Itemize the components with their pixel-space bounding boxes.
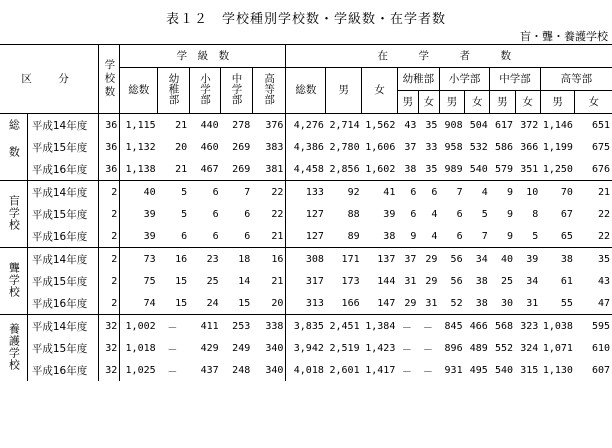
table-cell: 324 [520, 342, 539, 354]
table-cell: 7 [439, 181, 464, 204]
header-classes-total: 総数 [120, 68, 158, 114]
group-label: 盲学校 [0, 181, 27, 248]
table-cell: 6 [456, 230, 463, 242]
table-row [0, 315, 612, 338]
header-mf-male: 男 [540, 91, 575, 114]
table-cell: 278 [221, 114, 253, 137]
table-row [0, 136, 612, 158]
table-cell: 36 [99, 136, 120, 158]
table-cell: 568 [490, 315, 515, 338]
table-cell: 39 [383, 208, 396, 220]
table-cell: 651 [575, 114, 612, 137]
table-cell: 1,071 [542, 342, 573, 354]
table-cell: 2,451 [326, 315, 362, 338]
table-cell: 4 [431, 208, 438, 220]
table-cell: 7 [481, 230, 488, 242]
table-cell: 495 [469, 364, 488, 376]
table-cell: 5 [532, 230, 539, 242]
row-year: 平成14年度 [27, 248, 98, 271]
table-cell: － [422, 366, 433, 378]
table-cell: 4 [465, 181, 490, 204]
header-classes-middle: 中学部 [221, 68, 253, 114]
table-cell: 323 [515, 315, 540, 338]
table-cell: 171 [326, 248, 362, 271]
table-cell: 1,132 [120, 136, 158, 158]
table-cell: 92 [326, 181, 362, 204]
table-row [0, 158, 612, 181]
table-cell: 31 [404, 275, 417, 287]
table-cell: 1,602 [365, 163, 396, 175]
table-cell: 3,942 [286, 337, 326, 359]
table-cell: 22 [597, 230, 610, 242]
table-cell: 540 [469, 163, 488, 175]
table-cell: 9 [507, 208, 514, 220]
table-cell: 74 [120, 292, 158, 315]
header-students-high: 高等部 [540, 68, 612, 91]
table-cell: 29 [425, 275, 438, 287]
table-cell: 1,423 [365, 342, 396, 354]
table-cell: 8 [532, 208, 539, 220]
table-cell: 6 [212, 230, 219, 242]
table-cell: 73 [120, 248, 158, 271]
table-cell: 20 [175, 141, 188, 153]
table-cell: 34 [465, 248, 490, 271]
table-cell: 313 [286, 292, 326, 315]
header-students-group: 在 学 者 数 [286, 45, 612, 68]
table-cell: 340 [265, 364, 284, 376]
table-cell: － [167, 366, 178, 378]
table-cell: 2 [99, 270, 120, 292]
table-cell: 467 [200, 163, 219, 175]
table-cell: 36 [99, 114, 120, 137]
table-cell: － [401, 366, 412, 378]
table-cell: 47 [597, 297, 610, 309]
table-cell: 676 [591, 163, 610, 175]
table-cell: 15 [238, 297, 251, 309]
table-cell: 437 [200, 364, 219, 376]
header-students-kindergarten: 幼稚部 [397, 68, 439, 91]
table-cell: 55 [560, 297, 573, 309]
table-cell: 2,601 [329, 364, 360, 376]
table-header [0, 45, 612, 114]
table-cell: 1,018 [120, 337, 158, 359]
table-cell: 466 [465, 315, 490, 338]
row-year: 平成16年度 [27, 158, 98, 181]
table-cell: 460 [200, 141, 219, 153]
table-cell: 29 [404, 297, 417, 309]
table-cell: 36 [99, 158, 120, 181]
table-cell: 2,714 [326, 114, 362, 137]
table-cell: － [158, 315, 190, 338]
table-cell: － [167, 344, 178, 356]
table-cell: 52 [450, 297, 463, 309]
table-body [0, 114, 612, 382]
table-cell: 144 [377, 275, 396, 287]
group-label: 養護学校 [0, 315, 27, 382]
table-cell: 18 [221, 248, 253, 271]
table-cell: 610 [591, 342, 610, 354]
table-cell: 25 [500, 275, 514, 287]
table-cell: 1,606 [365, 141, 396, 153]
table-cell: 40 [120, 181, 158, 204]
table-cell: 4 [431, 230, 438, 242]
table-cell: 1,002 [120, 315, 158, 338]
header-classes-group: 学 級 数 [120, 45, 286, 68]
table-cell: 1,562 [362, 114, 398, 137]
table-cell: 6 [244, 208, 251, 220]
header-mf-female: 女 [515, 91, 540, 114]
table-cell: 383 [265, 141, 284, 153]
table-cell: 376 [252, 114, 286, 137]
table-cell: 1,115 [120, 114, 158, 137]
table-cell: 56 [439, 248, 464, 271]
table-cell: 33 [425, 141, 438, 153]
group-label: 聾学校 [0, 248, 27, 315]
table-cell: 411 [189, 315, 221, 338]
header-classes-kindergarten: 幼稚部 [158, 68, 190, 114]
table-cell: 6 [189, 181, 221, 204]
table-cell: 931 [444, 364, 463, 376]
table-cell: 137 [362, 248, 398, 271]
table-cell: 30 [500, 297, 514, 309]
table-cell: 67 [560, 208, 573, 220]
table-cell: 39 [515, 248, 540, 271]
header-students-female: 女 [362, 68, 398, 114]
header-category: 区 分 [0, 45, 99, 114]
table-subtitle: 盲・聾・養護学校 [520, 30, 608, 43]
table-cell: 70 [540, 181, 575, 204]
header-mf-male: 男 [490, 91, 515, 114]
table-cell: 1,417 [365, 364, 396, 376]
table-cell: 1,199 [542, 141, 573, 153]
table-cell: － [422, 344, 433, 356]
table-cell: 43 [397, 114, 418, 137]
table-cell: 315 [520, 364, 539, 376]
table-cell: 31 [526, 297, 539, 309]
table-row [0, 292, 612, 315]
table-row [0, 248, 612, 271]
row-year: 平成16年度 [27, 292, 98, 315]
table-cell: 22 [252, 181, 286, 204]
table-cell: 9 [490, 181, 515, 204]
table-cell: 4,458 [286, 158, 326, 181]
table-cell: 3,835 [286, 315, 326, 338]
table-row [0, 225, 612, 248]
table-row [0, 181, 612, 204]
table-cell: 9 [507, 230, 514, 242]
table-cell: 253 [221, 315, 253, 338]
table-cell: 38 [383, 230, 396, 242]
table-title: 表１２ 学校種別学校数・学級数・在学者数 [165, 12, 446, 27]
table-cell: 38 [540, 248, 575, 271]
header-students-male: 男 [326, 68, 362, 114]
table-cell: 1,384 [362, 315, 398, 338]
group-label: 総数 [0, 114, 27, 181]
table-cell: 1,146 [540, 114, 575, 137]
header-mf-female: 女 [465, 91, 490, 114]
table-cell: 22 [597, 208, 610, 220]
table-cell: 4,018 [286, 359, 326, 381]
table-cell: 552 [494, 342, 514, 354]
table-cell: 1,138 [120, 158, 158, 181]
table-cell: － [418, 315, 439, 338]
table-cell: 845 [439, 315, 464, 338]
table-cell: 429 [200, 342, 219, 354]
table-cell: 269 [232, 141, 251, 153]
table-cell: 440 [189, 114, 221, 137]
row-year: 平成16年度 [27, 225, 98, 248]
table-cell: 2,856 [329, 163, 360, 175]
table-cell: 32 [99, 359, 120, 381]
table-cell: 173 [341, 275, 360, 287]
table-cell: 15 [175, 297, 188, 309]
table-cell: 21 [271, 230, 284, 242]
table-cell: 269 [232, 163, 251, 175]
row-year: 平成15年度 [27, 337, 98, 359]
table-cell: 39 [120, 203, 158, 225]
table-cell: 381 [265, 163, 284, 175]
table-cell: 504 [465, 114, 490, 137]
table-cell: 340 [265, 342, 284, 354]
table-cell: 1,250 [542, 163, 573, 175]
table-cell: 317 [286, 270, 326, 292]
table-cell: 21 [271, 275, 284, 287]
table-cell: 43 [597, 275, 610, 287]
table-cell: 41 [362, 181, 398, 204]
row-year: 平成15年度 [27, 270, 98, 292]
header-mf-male: 男 [439, 91, 464, 114]
table-cell: 2,519 [329, 342, 360, 354]
table-cell: 38 [404, 163, 417, 175]
table-cell: 89 [347, 230, 360, 242]
table-cell: 7 [221, 181, 253, 204]
table-cell: 127 [286, 225, 326, 248]
table-cell: 23 [189, 248, 221, 271]
header-classes-high: 高等部 [252, 68, 286, 114]
table-cell: 1,130 [542, 364, 573, 376]
table-row [0, 203, 612, 225]
table-cell: 6 [212, 208, 219, 220]
table-cell: 338 [252, 315, 286, 338]
table-cell: 22 [271, 208, 284, 220]
table-row [0, 270, 612, 292]
table-row [0, 337, 612, 359]
header-students-total: 総数 [286, 68, 326, 114]
table-cell: 133 [286, 181, 326, 204]
table-cell: 31 [425, 297, 438, 309]
table-cell: 38 [475, 297, 488, 309]
table-cell: 248 [232, 364, 251, 376]
table-cell: 2 [99, 248, 120, 271]
table-cell: 35 [418, 114, 439, 137]
table-cell: 5 [158, 181, 190, 204]
table-cell: 21 [175, 163, 188, 175]
table-cell: 6 [456, 208, 463, 220]
table-cell: 2,780 [329, 141, 360, 153]
table-cell: 37 [397, 248, 418, 271]
table-cell: 617 [490, 114, 515, 137]
table-cell: 607 [591, 364, 610, 376]
header-mf-female: 女 [418, 91, 439, 114]
table-cell: 39 [120, 225, 158, 248]
header-mf-female: 女 [575, 91, 612, 114]
table-cell: 35 [575, 248, 612, 271]
table-cell: 32 [99, 337, 120, 359]
table-cell: 166 [341, 297, 360, 309]
table-cell: 5 [481, 208, 488, 220]
table-cell: 10 [515, 181, 540, 204]
table-cell: 14 [238, 275, 251, 287]
table-cell: 2 [99, 181, 120, 204]
table-cell: 5 [181, 208, 188, 220]
table-cell: 38 [475, 275, 488, 287]
table-cell: 16 [158, 248, 190, 271]
table-cell: 586 [494, 141, 514, 153]
table-cell: 532 [469, 141, 488, 153]
table-cell: 20 [271, 297, 284, 309]
table-cell: 25 [206, 275, 219, 287]
table-cell: 21 [158, 114, 190, 137]
row-year: 平成15年度 [27, 136, 98, 158]
table-cell: 372 [515, 114, 540, 137]
table-cell: 6 [397, 181, 418, 204]
row-year: 平成15年度 [27, 203, 98, 225]
table-cell: 65 [560, 230, 573, 242]
table-cell: 249 [232, 342, 251, 354]
row-year: 平成14年度 [27, 114, 98, 137]
header-mf-male: 男 [397, 91, 418, 114]
header-schools: 学校数 [99, 45, 120, 114]
table-cell: 147 [377, 297, 396, 309]
table-cell: － [397, 315, 418, 338]
table-cell: 88 [347, 208, 360, 220]
table-cell: 29 [418, 248, 439, 271]
table-cell: 489 [469, 342, 488, 354]
table-cell: 908 [439, 114, 464, 137]
table-cell: 75 [120, 270, 158, 292]
header-students-elementary: 小学部 [439, 68, 489, 91]
table-cell: － [401, 344, 412, 356]
table-row [0, 114, 612, 137]
table-cell: 40 [490, 248, 515, 271]
table-cell: 61 [560, 275, 573, 287]
table-row [0, 359, 612, 381]
table-cell: 896 [444, 342, 463, 354]
table-cell: 540 [494, 364, 514, 376]
table-cell: 595 [575, 315, 612, 338]
table-cell: 6 [410, 208, 417, 220]
table-cell: 9 [410, 230, 417, 242]
table-cell: 2 [99, 203, 120, 225]
table-cell: 1,038 [540, 315, 575, 338]
row-year: 平成16年度 [27, 359, 98, 381]
table-cell: 24 [206, 297, 219, 309]
header-classes-elementary: 小学部 [189, 68, 221, 114]
table-cell: 15 [175, 275, 188, 287]
table-cell: 2 [99, 292, 120, 315]
table-cell: 4,276 [286, 114, 326, 137]
table-cell: 56 [450, 275, 463, 287]
table-cell: 6 [418, 181, 439, 204]
table-cell: 2 [99, 225, 120, 248]
table-cell: 4,386 [286, 136, 326, 158]
table-cell: 308 [286, 248, 326, 271]
table-cell: 6 [244, 230, 251, 242]
row-year: 平成14年度 [27, 315, 98, 338]
table-cell: 675 [591, 141, 610, 153]
table-cell: 579 [494, 163, 514, 175]
table-cell: 35 [425, 163, 438, 175]
table-cell: 989 [444, 163, 463, 175]
table-cell: 127 [286, 203, 326, 225]
table-cell: 37 [404, 141, 417, 153]
table-cell: 32 [99, 315, 120, 338]
table-cell: 21 [575, 181, 612, 204]
row-year: 平成14年度 [27, 181, 98, 204]
table-cell: 6 [181, 230, 188, 242]
header-students-middle: 中学部 [490, 68, 540, 91]
table-cell: 34 [526, 275, 539, 287]
table-cell: 351 [520, 163, 539, 175]
statistics-table [0, 44, 612, 381]
table-cell: 1,025 [120, 359, 158, 381]
table-cell: 366 [520, 141, 539, 153]
table-cell: 16 [252, 248, 286, 271]
table-cell: 958 [444, 141, 463, 153]
